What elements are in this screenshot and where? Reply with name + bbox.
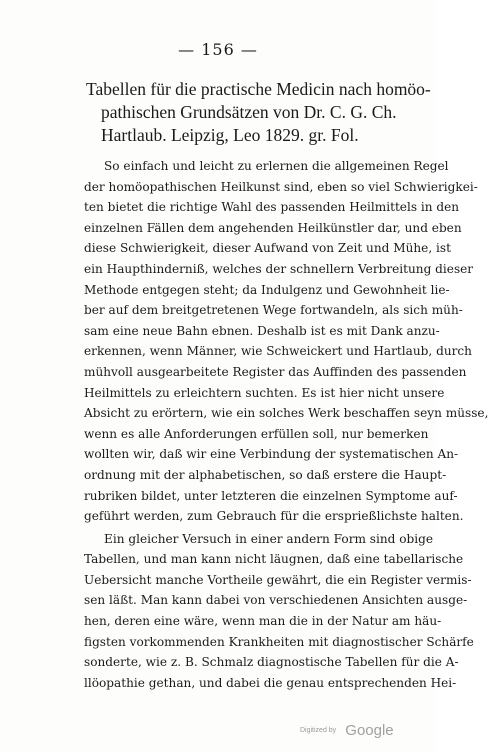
text-line: Uebersicht manche Vortheile gewährt, die ein Register vermis- (84, 572, 472, 587)
google-logo: Google (345, 722, 394, 739)
heading-line: Hartlaub. Leipzig, Leo 1829. gr. Fol. (101, 125, 359, 145)
body-text (84, 156, 488, 693)
text-line: Ein gleicher Versuch in einer andern Form sind obige (104, 531, 434, 546)
text-line: Absicht zu erörtern, wie ein solches Werk beschaffen seyn müsse, (84, 406, 488, 421)
text-line: erkennen, wenn Männer, wie Schweickert und Hartlaub, durch (84, 344, 472, 359)
text-line: ber auf dem breitgetretenen Wege fortwandeln, als sich müh- (84, 303, 463, 318)
text-line: einzelnen Fällen dem angehenden Heilkünstler dar, und eben (84, 220, 462, 235)
text-line: rubriken bildet, unter letzteren die einzelnen Symptome auf- (84, 488, 458, 503)
digitization-watermark (300, 720, 394, 739)
paragraph-2 (84, 529, 474, 694)
text-line: hen, deren eine wäre, wenn man die in der Natur am häu- (84, 614, 442, 629)
page-number: — 156 — (178, 40, 258, 59)
text-line: geführt werden, zum Gebrauch für die ersprießlichste halten. (84, 509, 464, 524)
paragraph-1 (84, 156, 488, 527)
text-line: wollten wir, daß wir eine Verbindung der systematischen An- (84, 447, 459, 462)
text-line: llöopathie gethan, und dabei die genau entsprechenden Hei- (84, 675, 457, 690)
digitized-by-label: Digitized by (300, 727, 337, 734)
text-line: ten bietet die richtige Wahl des passenden Heilmittels in den (84, 200, 460, 215)
text-line: Methode entgegen steht; da Indulgenz und Gewohnheit lie- (84, 282, 450, 297)
heading-line: pathischen Grundsätzen von Dr. C. G. Ch. (101, 102, 397, 122)
text-line: sonderte, wie z. B. Schmalz diagnostische Tabellen für die A- (84, 655, 459, 670)
text-line: wenn es alle Anforderungen erfüllen soll, nur bemerken (84, 426, 429, 441)
text-line: So einfach und leicht zu erlernen die allgemeinen Regel (104, 159, 449, 173)
text-line: diese Schwierigkeit, dieser Aufwand von Zeit und Mühe, ist (84, 241, 451, 256)
text-line: der homöopathischen Heilkunst sind, eben so viel Schwierigkei- (84, 179, 478, 194)
text-line: ordnung mit der alphabetischen, so daß erstere die Haupt- (84, 467, 447, 482)
heading-line: Tabellen für die practische Medicin nach homöo- (86, 79, 431, 99)
text-line: sam eine neue Bahn ebnen. Deshalb ist es mit Dank anzu- (84, 323, 440, 338)
review-heading (86, 78, 431, 147)
text-line: Heilmittels zu erleichtern suchten. Es ist hier nicht unsere (84, 385, 445, 400)
text-line: ein Haupthinderniß, welches der schnellern Verbreitung dieser (84, 261, 474, 276)
text-line: figsten vorkommenden Krankheiten mit diagnostischer Schärfe (84, 634, 474, 649)
text-line: mühvoll ausgearbeitete Register das Auffinden des passenden (84, 364, 467, 379)
text-line: Tabellen, und man kann nicht läugnen, daß eine tabellarische (84, 552, 464, 567)
text-line: sen läßt. Man kann dabei von verschiedenen Ansichten ausge- (84, 593, 468, 608)
